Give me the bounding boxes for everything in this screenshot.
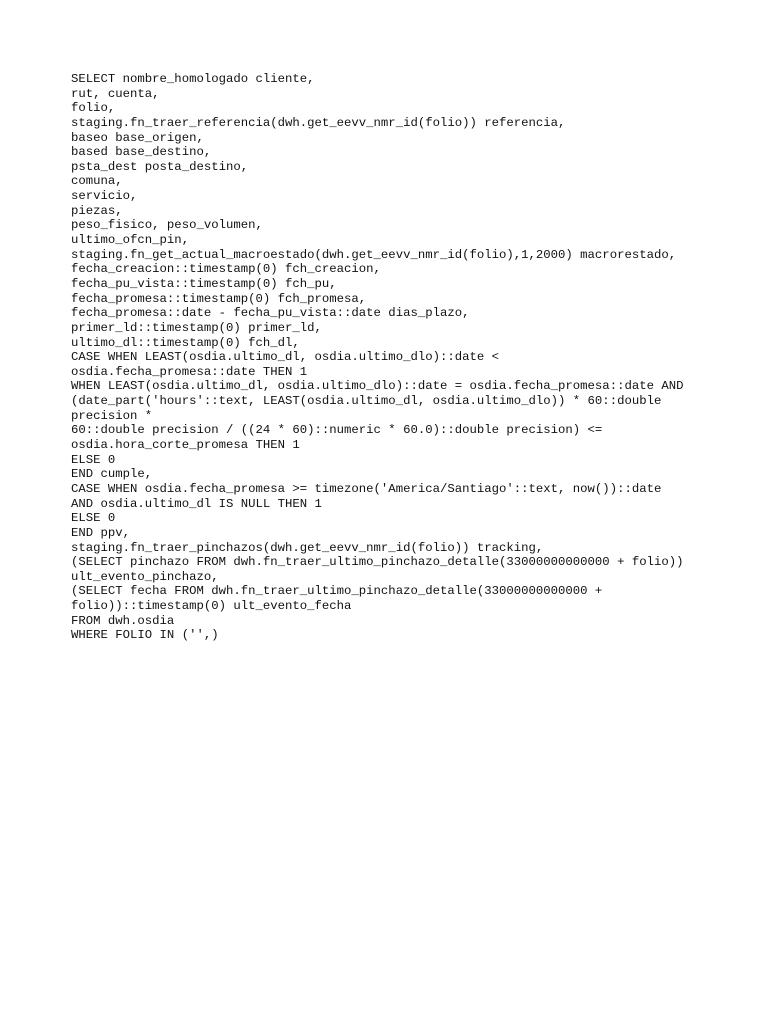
code-line: baseo base_origen, <box>71 130 204 145</box>
code-line: (SELECT fecha FROM dwh.fn_traer_ultimo_pinchazo_detalle(33000000000000 + <box>71 584 603 599</box>
code-line: peso_fisico, peso_volumen, <box>71 218 263 233</box>
code-line: comuna, <box>71 174 123 189</box>
code-line: CASE WHEN LEAST(osdia.ultimo_dl, osdia.ultimo_dlo)::date < <box>71 350 500 365</box>
code-line: precision * <box>71 408 153 423</box>
code-line: piezas, <box>71 203 123 218</box>
code-line: SELECT nombre_homologado cliente, <box>71 72 315 86</box>
code-line: primer_ld::timestamp(0) primer_ld, <box>71 320 322 335</box>
code-line: ult_evento_pinchazo, <box>71 569 219 584</box>
code-line: based base_destino, <box>71 145 212 160</box>
code-line: staging.fn_get_actual_macroestado(dwh.get_eevv_nmr_id(folio),1,2000) macrorestado, <box>71 247 677 262</box>
code-line: rut, cuenta, <box>71 86 160 101</box>
code-line: osdia.hora_corte_promesa THEN 1 <box>71 438 300 453</box>
code-line: ELSE 0 <box>71 511 116 526</box>
code-line: fecha_promesa::date - fecha_pu_vista::date dias_plazo, <box>71 306 470 321</box>
code-line: fecha_promesa::timestamp(0) fch_promesa, <box>71 291 367 306</box>
code-line: ultimo_ofcn_pin, <box>71 233 190 248</box>
code-line: staging.fn_traer_referencia(dwh.get_eevv_nmr_id(folio)) referencia, <box>71 115 566 130</box>
code-line: 60::double precision / ((24 * 60)::numeric * 60.0)::double precision) <= <box>71 423 603 438</box>
code-line: ELSE 0 <box>71 452 116 467</box>
code-line: FROM dwh.osdia <box>71 613 175 628</box>
sql-query-text <box>71 72 721 643</box>
code-line: osdia.fecha_promesa::date THEN 1 <box>71 364 308 379</box>
code-line: fecha_pu_vista::timestamp(0) fch_pu, <box>71 276 337 291</box>
code-line: (SELECT pinchazo FROM dwh.fn_traer_ultimo_pinchazo_detalle(33000000000000 + folio)) <box>71 555 684 570</box>
code-line: folio))::timestamp(0) ult_evento_fecha <box>71 599 352 614</box>
code-line: staging.fn_traer_pinchazos(dwh.get_eevv_nmr_id(folio)) tracking, <box>71 540 544 555</box>
code-line: WHEN LEAST(osdia.ultimo_dl, osdia.ultimo_dlo)::date = osdia.fecha_promesa::date AND <box>71 379 684 394</box>
code-line: psta_dest posta_destino, <box>71 159 249 174</box>
code-line: ultimo_dl::timestamp(0) fch_dl, <box>71 335 300 350</box>
code-line: END cumple, <box>71 467 153 482</box>
code-line: AND osdia.ultimo_dl IS NULL THEN 1 <box>71 496 322 511</box>
code-line: folio, <box>71 101 116 116</box>
code-line: servicio, <box>71 189 138 204</box>
code-line: WHERE FOLIO IN ('',) <box>71 628 219 643</box>
code-line: CASE WHEN osdia.fecha_promesa >= timezone('America/Santiago'::text, now())::date <box>71 481 662 496</box>
code-line: (date_part('hours'::text, LEAST(osdia.ultimo_dl, osdia.ultimo_dlo)) * 60::double <box>71 394 662 409</box>
code-line: END ppv, <box>71 525 131 540</box>
code-line: fecha_creacion::timestamp(0) fch_creacion, <box>71 262 381 277</box>
